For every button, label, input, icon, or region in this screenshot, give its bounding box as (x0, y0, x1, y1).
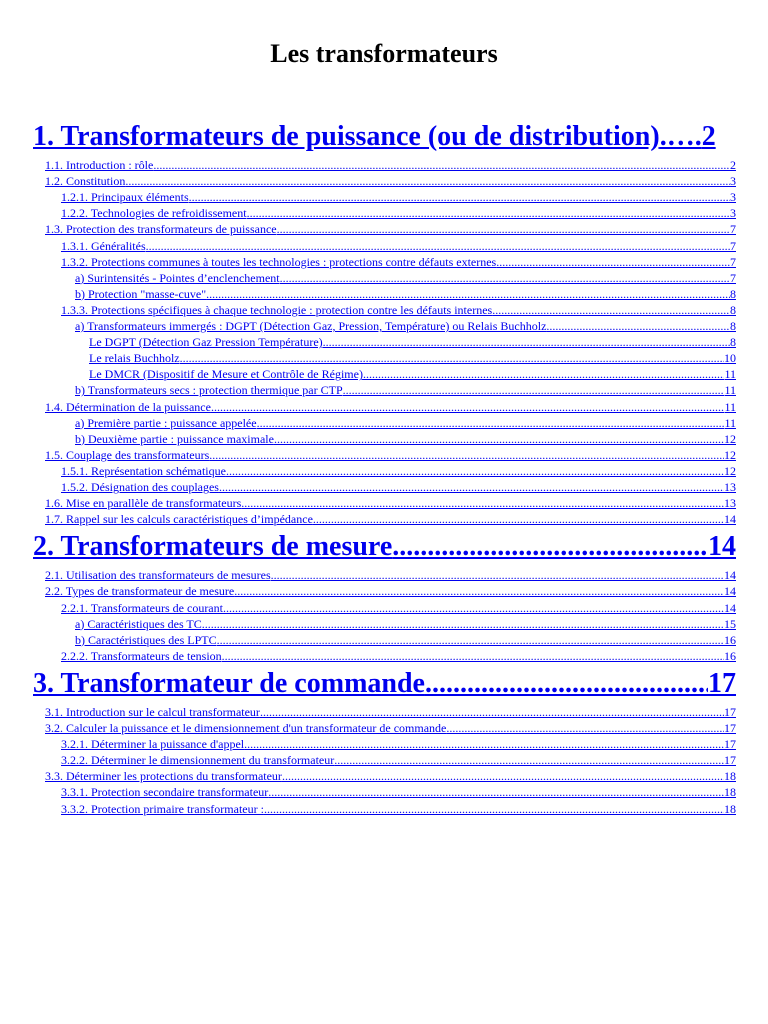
toc-entry-page: 17 (724, 704, 736, 719)
toc-entry-label: a) Première partie : puissance appelée (75, 415, 257, 430)
toc-leader-dots (209, 447, 724, 463)
toc-leader-dots (313, 511, 724, 527)
toc-entry-page: 10 (724, 351, 736, 366)
toc-leader-dots (274, 431, 724, 447)
toc-leader-dots (125, 173, 730, 189)
toc-entry-label: b) Caractéristiques des LPTC (75, 632, 217, 647)
toc-entry[interactable] (45, 583, 736, 599)
toc-entry-page: 8 (730, 335, 736, 350)
toc-entry-page: 18 (724, 769, 736, 784)
toc-entry-label: 1.5.1. Représentation schématique (61, 463, 226, 478)
toc-entry[interactable] (45, 399, 736, 415)
toc-entry[interactable] (45, 768, 736, 784)
toc-entry-label: 1.2.1. Principaux éléments (61, 190, 189, 205)
toc-leader-dots (257, 415, 725, 431)
toc-entry-label: b) Transformateurs secs : protection thermique par CTP (75, 383, 343, 398)
toc-leader-dots (277, 221, 730, 237)
toc-entry-page: 16 (724, 632, 736, 647)
toc-entry-label: a) Surintensités - Pointes d’enclenchement (75, 270, 280, 285)
toc-entry[interactable] (75, 616, 736, 632)
toc-entry-label: 1.2.2. Technologies de refroidissement (61, 206, 247, 221)
toc-leader-dots (146, 238, 730, 254)
toc-entry[interactable] (75, 632, 736, 648)
toc-entry[interactable] (89, 350, 736, 366)
toc-entry-page: 11 (724, 383, 736, 398)
toc-entry-page: 17 (724, 737, 736, 752)
toc-entry[interactable] (75, 382, 736, 398)
toc-entry[interactable] (75, 431, 736, 447)
toc-entry-page: 14 (708, 531, 736, 563)
toc-entry[interactable] (75, 318, 736, 334)
toc-entry-page: 14 (724, 512, 736, 527)
toc-entry[interactable] (45, 567, 736, 583)
toc-entry[interactable] (45, 720, 736, 736)
toc-entry-page: 14 (724, 584, 736, 599)
toc-leader-dots (264, 801, 724, 817)
toc-entry-page: 3 (730, 174, 736, 189)
toc-entry[interactable] (61, 801, 736, 817)
toc-entry-label: 3.2.2. Déterminer le dimensionnement du transformateur (61, 753, 335, 768)
toc-entry-label: 1.3. Protection des transformateurs de puissance (45, 222, 277, 237)
toc-entry-page: 7 (730, 222, 736, 237)
toc-entry-page: 11 (724, 367, 736, 382)
toc-entry[interactable] (33, 120, 716, 154)
toc-entry[interactable] (61, 784, 736, 800)
toc-entry[interactable] (33, 667, 736, 701)
toc-leader-dots (222, 648, 724, 664)
toc-leader-dots (496, 254, 730, 270)
toc-leader-dots (446, 720, 724, 736)
toc-entry-label: 1.3.2. Protections communes à toutes les technologies : protections contre défauts externes (61, 254, 497, 269)
toc-entry-page: 14 (724, 600, 736, 615)
toc-entry[interactable] (45, 157, 736, 173)
toc-leader-dots (271, 567, 724, 583)
toc-entry-page: 15 (724, 616, 736, 631)
toc-entry-page: 7 (730, 238, 736, 253)
toc-entry-page: 8 (730, 286, 736, 301)
toc-entry-page: 11 (724, 415, 736, 430)
toc-entry-label: 1.3.3. Protections spécifiques à chaque technologie : protection contre les défauts internes (61, 302, 493, 317)
toc-entry[interactable] (75, 270, 736, 286)
toc-entry-label: 1.6. Mise en parallèle de transformateurs (45, 496, 242, 511)
toc-entry[interactable] (89, 334, 736, 350)
toc-entry-label: a) Caractéristiques des TC (75, 616, 202, 631)
toc-entry-page: 11 (724, 399, 736, 414)
toc-leader-dots (260, 704, 724, 720)
toc-leader-dots (189, 189, 730, 205)
toc-entry-page: 7 (730, 254, 736, 269)
toc-leader-dots (244, 736, 724, 752)
toc-entry-page: 17 (724, 753, 736, 768)
toc-entry-page: 8 (730, 302, 736, 317)
toc-entry-page: 2 (701, 121, 716, 152)
toc-entry[interactable] (61, 600, 736, 616)
toc-entry-page: 18 (724, 785, 736, 800)
toc-entry[interactable] (61, 463, 736, 479)
toc-entry[interactable] (45, 447, 736, 463)
toc-leader-dots (234, 583, 724, 599)
toc-entry-label: 2.2. Types de transformateur de mesure (45, 584, 235, 599)
toc-entry[interactable] (45, 221, 736, 237)
toc-entry[interactable] (75, 286, 736, 302)
toc-leader-dots (153, 157, 730, 173)
toc-entry[interactable] (45, 704, 736, 720)
toc-entry[interactable] (61, 302, 736, 318)
toc-entry-page: 12 (724, 431, 736, 446)
toc-entry-label: 2. Transformateurs de mesure (33, 531, 393, 563)
toc-entry-label: 1.5.2. Désignation des couplages (61, 480, 219, 494)
toc-entry-label: 2.2.2. Transformateurs de tension (61, 648, 222, 663)
toc-entry-label: 1.5. Couplage des transformateurs (45, 447, 210, 462)
toc-entry[interactable] (61, 648, 736, 664)
toc-entry[interactable] (45, 511, 736, 527)
toc-entry-label: 1.2. Constitution (45, 174, 126, 189)
toc-leader-dots (280, 270, 730, 286)
toc-entry-page: 13 (724, 480, 736, 494)
toc-entry-page: 13 (724, 496, 736, 511)
toc-leader-dots (492, 302, 730, 318)
toc-entry-label: b) Protection "masse-cuve" (75, 286, 207, 301)
toc-entry-label: 1.3.1. Généralités (61, 238, 146, 253)
toc-leader-dots (241, 495, 724, 511)
toc-entry[interactable] (89, 366, 736, 382)
toc-entry[interactable] (45, 173, 736, 189)
toc-leader-dots (202, 616, 724, 632)
toc-entry-label: Le relais Buchholz (89, 351, 180, 366)
toc-entry[interactable] (61, 254, 736, 270)
toc-leader-dots (334, 752, 724, 768)
toc-leader-dots (323, 334, 730, 350)
toc-leader-dots (211, 399, 724, 415)
toc-entry[interactable] (61, 736, 736, 752)
toc-entry-page: 3 (730, 206, 736, 221)
toc-leader-dots (425, 667, 708, 701)
toc-entry-label: 3.3. Déterminer les protections du transformateur (45, 769, 282, 784)
toc-entry[interactable] (33, 530, 736, 564)
toc-entry-label: Le DMCR (Dispositif de Mesure et Contrôle de Régime) (89, 367, 363, 382)
toc-entry-page: 14 (724, 568, 736, 583)
toc-entry-label: 3.3.1. Protection secondaire transformateur (61, 785, 269, 800)
toc-entry-label: 1.7. Rappel sur les calculs caractéristiques d’impédance (45, 512, 313, 527)
toc-leader-dots (282, 768, 724, 784)
toc-entry-page: 3 (730, 190, 736, 205)
toc-entry[interactable] (61, 479, 736, 495)
toc-entry[interactable] (61, 752, 736, 768)
toc-entry-page: 2 (730, 158, 736, 172)
toc-entry[interactable] (45, 495, 736, 511)
toc-leader-dots (180, 350, 724, 366)
toc-entry-label: 1.1. Introduction : rôle (45, 158, 154, 172)
toc-entry-page: 18 (724, 801, 736, 816)
toc-entry-page: 17 (708, 667, 736, 699)
toc-entry[interactable] (61, 189, 736, 205)
toc-leader-dots (206, 286, 730, 302)
document-title: Les transformateurs (270, 39, 498, 68)
toc-entry-label: 3.1. Introduction sur le calcul transformateur (45, 704, 260, 719)
toc-entry-label: Le DGPT (Détection Gaz Pression Température) (89, 335, 323, 350)
toc-entry-label: a) Transformateurs immergés : DGPT (Détection Gaz, Pression, Température) ou Relais Buchholz (75, 319, 547, 333)
toc-leader-dots (217, 632, 724, 648)
toc-entry-label: b) Deuxième partie : puissance maximale (75, 431, 274, 446)
toc-entry-page: 7 (730, 270, 736, 285)
toc-leader-dots (219, 479, 724, 495)
toc-entry-page: 16 (724, 648, 736, 663)
toc-entry-label: 1.4. Détermination de la puissance (45, 399, 211, 414)
toc-leader-dots (268, 784, 724, 800)
toc-entry-page: 17 (724, 721, 736, 735)
toc-leader-dots (223, 600, 724, 616)
toc-entry-separator: .…. (659, 121, 702, 152)
toc-entry[interactable] (61, 205, 736, 221)
toc-entry-label: 3.3.2. Protection primaire transformateur : (61, 801, 264, 816)
toc-entry[interactable] (75, 415, 736, 431)
toc-entry-label: 2.1. Utilisation des transformateurs de mesures (45, 568, 271, 583)
toc-entry-label: 2.2.1. Transformateurs de courant (61, 600, 223, 615)
toc-leader-dots (343, 382, 725, 398)
toc-entry-label: 3. Transformateur de commande (33, 667, 425, 699)
toc-leader-dots (226, 463, 724, 479)
toc-entry-label: 1. Transformateurs de puissance (ou de distribution) (33, 121, 660, 152)
toc-entry-page: 8 (730, 319, 736, 333)
toc-leader-dots (363, 366, 724, 382)
toc-leader-dots (392, 530, 708, 564)
toc-leader-dots (247, 205, 730, 221)
toc-entry-label: 3.2. Calculer la puissance et le dimensionnement d'un transformateur de commande (45, 721, 447, 735)
toc-leader-dots (546, 318, 730, 334)
toc-entry-label: 3.2.1. Déterminer la puissance d'appel (61, 737, 245, 752)
toc-entry[interactable] (61, 238, 736, 254)
toc-entry-page: 12 (724, 447, 736, 462)
toc-entry-page: 12 (724, 463, 736, 478)
